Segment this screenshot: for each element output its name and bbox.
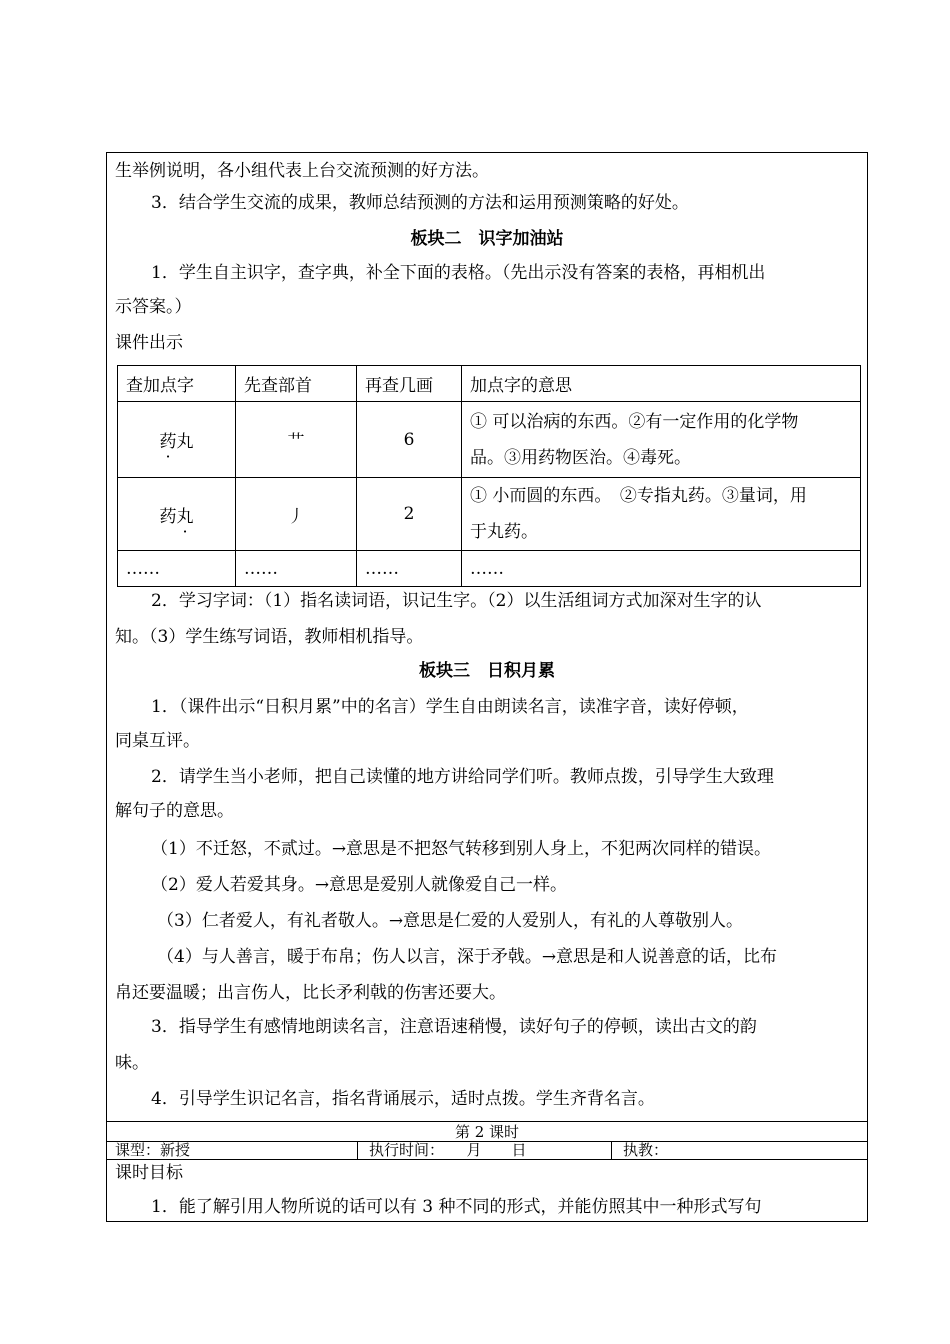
text-line: 2．请学生当小老师，把自己读懂的地方讲给同学们听。教师点拨，引导学生大致理 xyxy=(151,767,774,787)
word-cell: 药丸 xyxy=(118,402,236,478)
meaning-cell: ① 可以治病的东西。②有一定作用的化学物 品。③用药物医治。④毒死。 xyxy=(462,402,861,478)
table-row xyxy=(118,402,861,478)
table-header: 再查几画 xyxy=(357,366,462,402)
strokes-cell: 2 xyxy=(357,478,462,551)
radical-cell: 艹 xyxy=(236,402,357,478)
ellipsis-cell: …… xyxy=(357,551,462,587)
text-line: 1．学生自主识字，查字典，补全下面的表格。（先出示没有答案的表格，再相机出 xyxy=(151,263,766,283)
meaning-cell: ① 小而圆的东西。 ②专指丸药。③量词，用 于丸药。 xyxy=(462,478,861,551)
goal-label: 课时目标 xyxy=(115,1163,183,1183)
session-title: 第 2 课时 xyxy=(454,1123,520,1141)
text-line: 2．学习字词：（1）指名读词语，识记生字。（2）以生活组词方式加深对生字的认 xyxy=(151,591,762,611)
text-line: 示答案。） xyxy=(115,297,192,317)
divider xyxy=(107,1121,867,1122)
table-header: 先查部首 xyxy=(236,366,357,402)
strokes-cell: 6 xyxy=(357,402,462,478)
radical-cell: 丿 xyxy=(236,478,357,551)
goal-line: 1．能了解引用人物所说的话可以有 3 种不同的形式，并能仿照其中一种形式写句 xyxy=(151,1197,762,1217)
section-heading: 板块二 识字加油站 xyxy=(410,229,564,249)
ellipsis-cell: …… xyxy=(118,551,236,587)
text-line: （2）爱人若爱其身。→意思是爱别人就像爱自己一样。 xyxy=(151,875,568,895)
ellipsis-cell: …… xyxy=(236,551,357,587)
text-line: 1．（课件出示“日积月累”中的名言）学生自由朗读名言，读准字音，读好停顿， xyxy=(151,697,749,717)
text-line: 生举例说明，各小组代表上台交流预测的好方法。 xyxy=(115,161,489,181)
lesson-plan-frame xyxy=(106,152,868,1222)
divider xyxy=(357,1141,358,1159)
lesson-type: 课型：新授 xyxy=(115,1141,191,1159)
table-header: 加点字的意思 xyxy=(462,366,861,402)
text-line: 课件出示 xyxy=(115,333,183,353)
text-line: 知。（3）学生练写词语，教师相机指导。 xyxy=(115,627,424,647)
text-line: 帛还要温暖；出言伤人，比长矛利戟的伤害还要大。 xyxy=(115,983,506,1003)
ellipsis-cell: …… xyxy=(462,551,861,587)
table-header: 查加点字 xyxy=(118,366,236,402)
text-line: 解句子的意思。 xyxy=(115,801,234,821)
text-line: 同桌互评。 xyxy=(115,731,200,751)
word-cell: 药丸 xyxy=(118,478,236,551)
section-heading: 板块三 日积月累 xyxy=(419,661,555,681)
table-row xyxy=(118,478,861,551)
divider xyxy=(611,1141,612,1159)
text-line: 味。 xyxy=(115,1053,149,1073)
text-line: （4）与人善言，暖于布帛；伤人以言，深于矛戟。→意思是和人说善意的话，比布 xyxy=(157,947,778,967)
teacher: 执教： xyxy=(623,1141,669,1159)
text-line: 4．引导学生识记名言，指名背诵展示，适时点拨。学生齐背名言。 xyxy=(151,1089,655,1109)
text-line: （3）仁者爱人，有礼者敬人。→意思是仁爱的人爱别人，有礼的人尊敬别人。 xyxy=(157,911,744,931)
text-line: （1）不迁怒，不贰过。→意思是不把怒气转移到别人身上，不犯两次同样的错误。 xyxy=(151,839,772,859)
table-row xyxy=(118,551,861,587)
text-line: 3．结合学生交流的成果，教师总结预测的方法和运用预测策略的好处。 xyxy=(151,193,689,213)
divider xyxy=(107,1159,867,1160)
character-table xyxy=(117,365,861,587)
table-header-row xyxy=(118,366,861,402)
text-line: 3．指导学生有感情地朗读名言，注意语速稍慢，读好句子的停顿，读出古文的韵 xyxy=(151,1017,757,1037)
execution-time: 执行时间： 月 日 xyxy=(369,1141,527,1159)
